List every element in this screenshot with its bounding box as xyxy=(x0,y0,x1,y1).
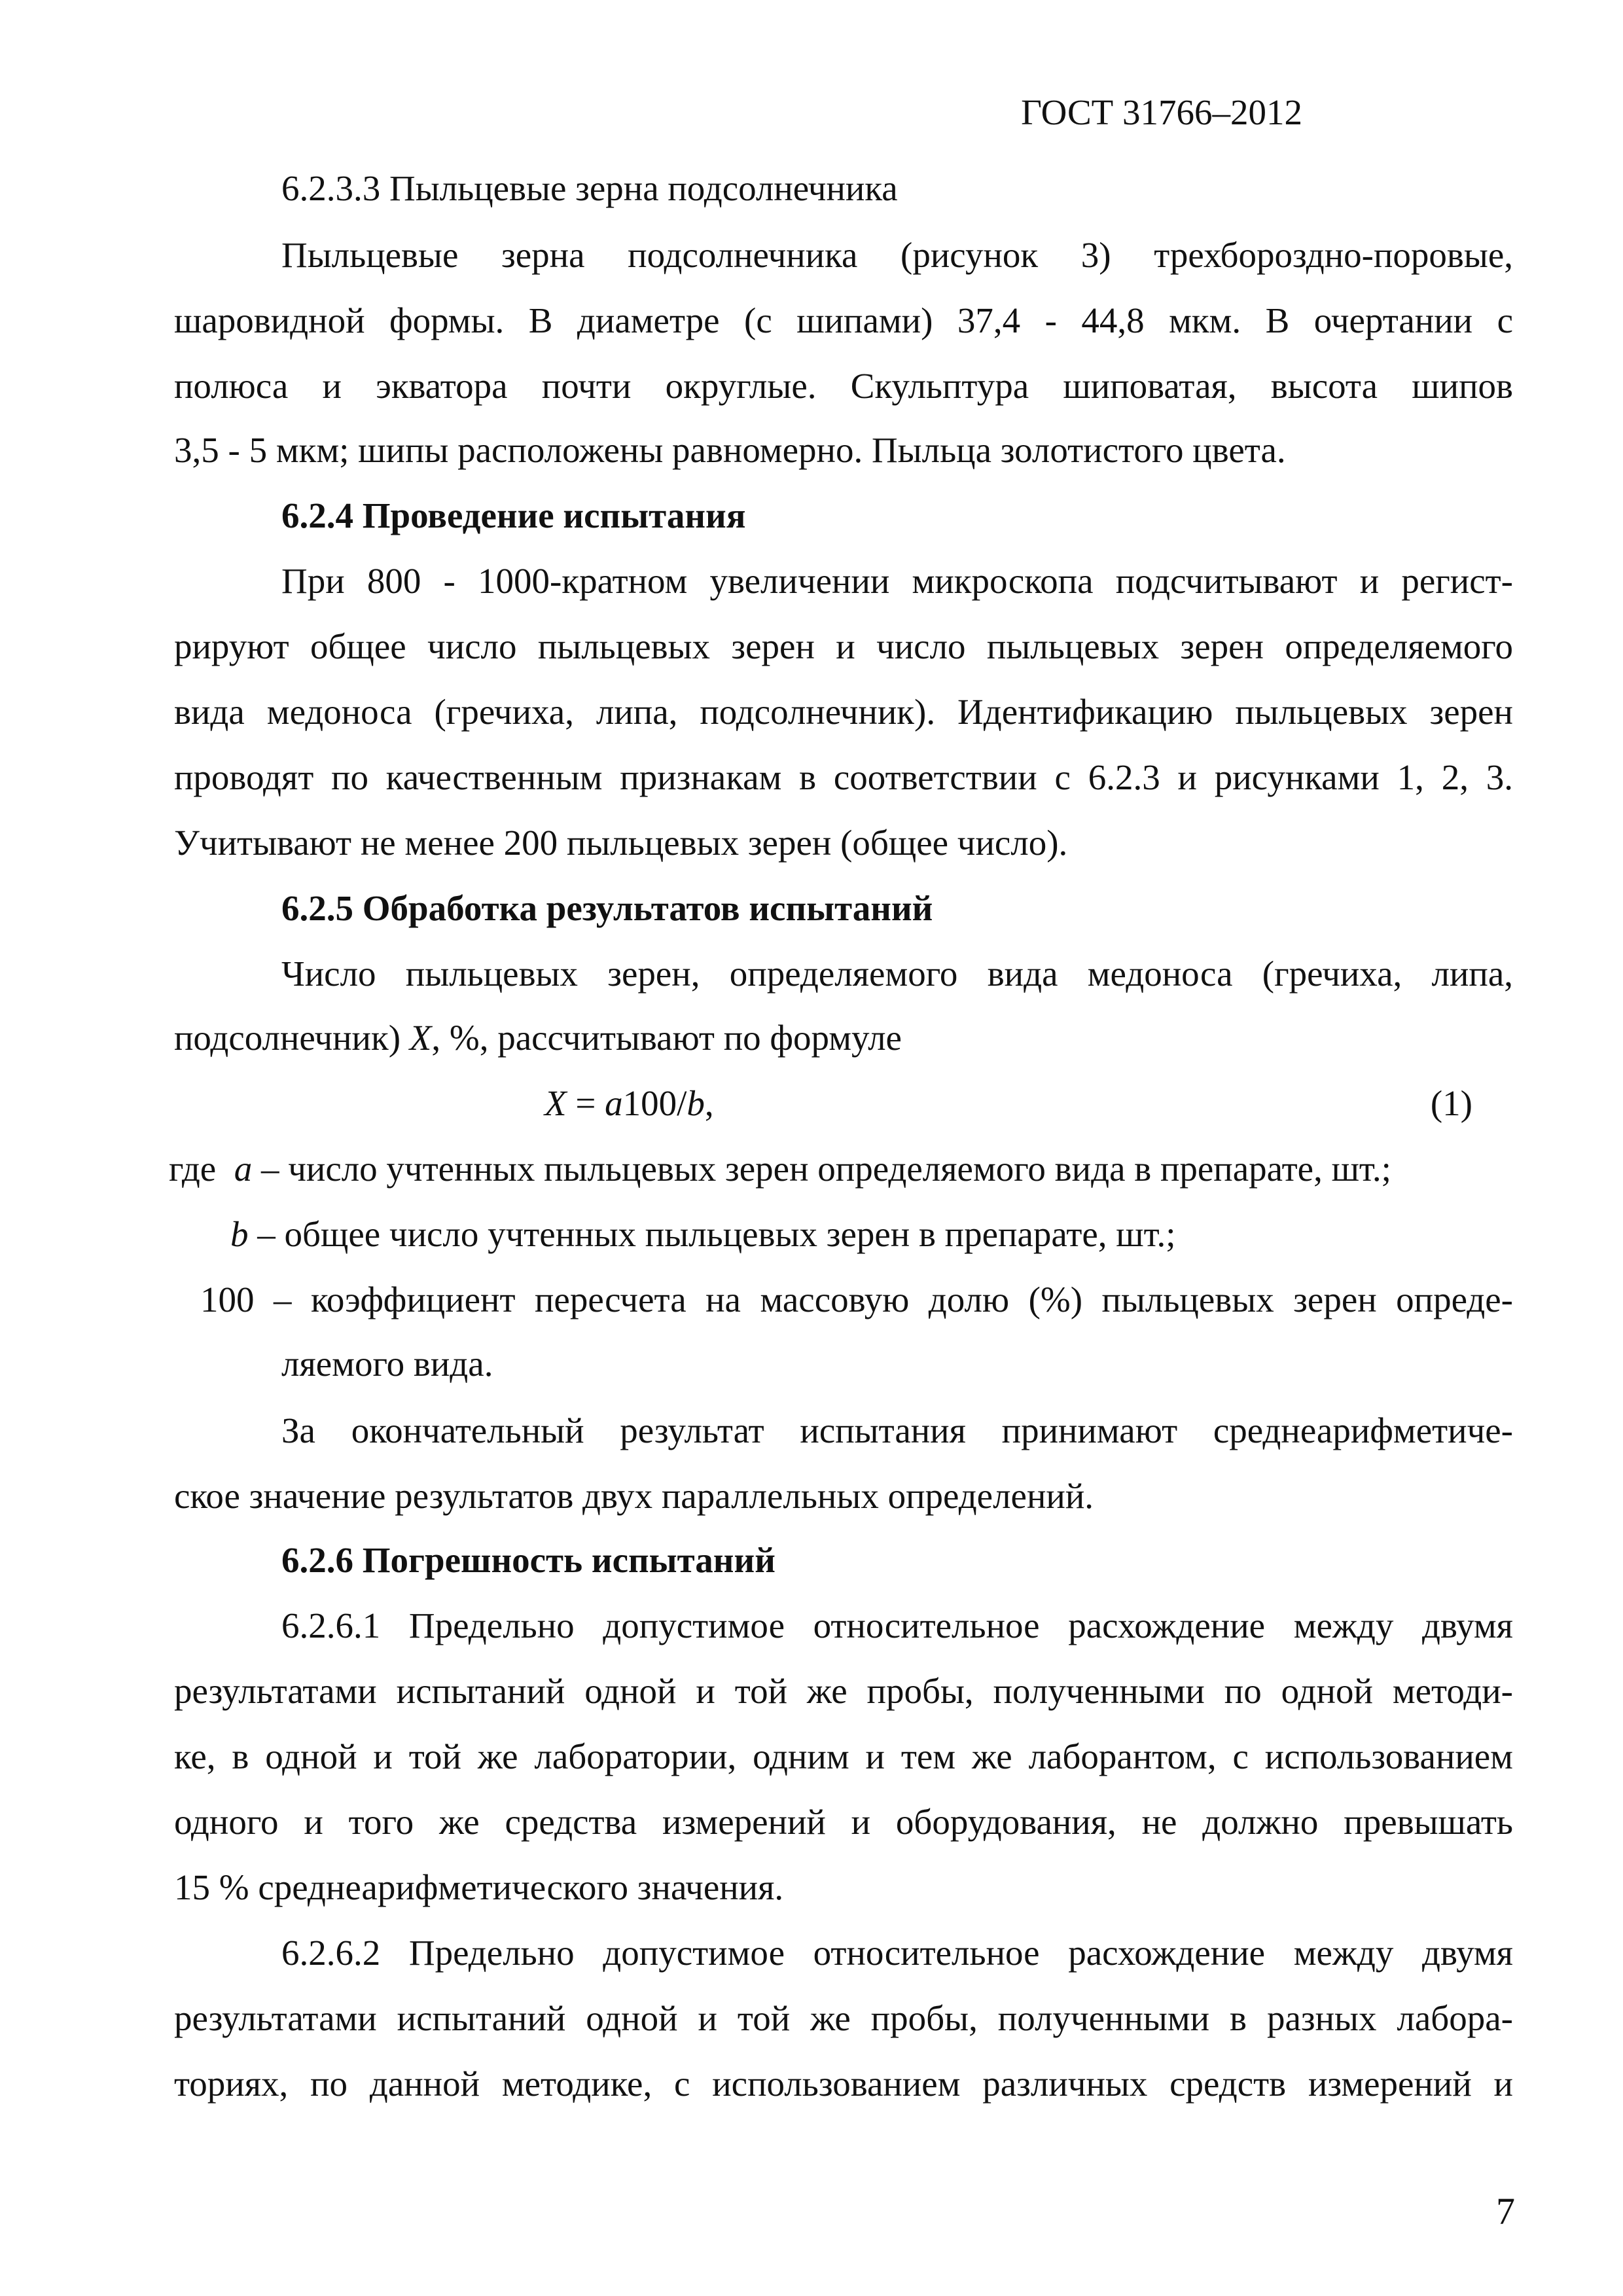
paragraph-line: шаровидной формы. В диаметре (с шипами) 37,4 - 44,8 мкм. В очертании с xyxy=(174,300,1513,340)
where-b: b – общее число учтенных пыльцевых зерен в препарате, шт.; xyxy=(230,1214,1176,1254)
paragraph-line: рируют общее число пыльцевых зерен и число пыльцевых зерен определяемого xyxy=(174,626,1513,666)
paragraph-line: проводят по качественным признакам в соответствии с 6.2.3 и рисунками 1, 2, 3. xyxy=(174,757,1513,797)
document-header: ГОСТ 31766–2012 xyxy=(1021,92,1302,132)
paragraph-line: ке, в одной и той же лаборатории, одним и тем же лаборантом, с использованием xyxy=(174,1736,1513,1776)
paragraph-line: 6.2.6.2 Предельно допустимое относительное расхождение между двумя xyxy=(281,1933,1513,1973)
subsection-title-6233: 6.2.3.3 Пыльцевые зерна подсолнечника xyxy=(281,168,898,208)
paragraph-line: вида медоноса (гречиха, липа, подсолнечник). Идентификацию пыльцевых зерен xyxy=(174,692,1513,732)
formula: X = a100/b, xyxy=(544,1083,714,1123)
paragraph-line: Пыльцевые зерна подсолнечника (рисунок 3) трехбороздно-поровые, xyxy=(281,235,1513,275)
paragraph-line: одного и того же средства измерений и оборудования, не должно превышать xyxy=(174,1802,1513,1842)
paragraph-line: Учитывают не менее 200 пыльцевых зерен (общее число). xyxy=(174,823,1068,863)
section-title-624: 6.2.4 Проведение испытания xyxy=(281,495,746,535)
where-100-cont: ляемого вида. xyxy=(281,1344,493,1384)
where-a: где a – число учтенных пыльцевых зерен определяемого вида в препарате, шт.; xyxy=(169,1149,1391,1189)
paragraph-line: подсолнечник) X, %, рассчитывают по формуле xyxy=(174,1018,902,1058)
paragraph-line: Число пыльцевых зерен, определяемого вида медоноса (гречиха, липа, xyxy=(281,954,1513,994)
paragraph-line: При 800 - 1000-кратном увеличении микроскопа подсчитывают и регист- xyxy=(281,561,1513,601)
variable-x: X xyxy=(409,1018,432,1058)
paragraph-line: 6.2.6.1 Предельно допустимое относительное расхождение между двумя xyxy=(281,1605,1513,1645)
paragraph-line: 3,5 - 5 мкм; шипы расположены равномерно. Пыльца золотистого цвета. xyxy=(174,430,1286,470)
paragraph-line: 15 % среднеарифметического значения. xyxy=(174,1867,784,1907)
paragraph-line: ториях, по данной методике, с использованием различных средств измерений и xyxy=(174,2064,1513,2104)
paragraph-line: ское значение результатов двух параллельных определений. xyxy=(174,1476,1094,1516)
section-title-626: 6.2.6 Погрешность испытаний xyxy=(281,1540,776,1580)
formula-number: (1) xyxy=(1430,1083,1472,1123)
paragraph-line: За окончательный результат испытания принимают среднеарифметиче- xyxy=(281,1410,1513,1450)
page-number: 7 xyxy=(1496,2190,1515,2233)
paragraph-line: полюса и экватора почти округлые. Скульптура шиповатая, высота шипов xyxy=(174,366,1513,406)
paragraph-line: результатами испытаний одной и той же пробы, полученными по одной методи- xyxy=(174,1671,1513,1711)
section-title-625: 6.2.5 Обработка результатов испытаний xyxy=(281,888,933,928)
where-100: 100 – коэффициент пересчета на массовую долю (%) пыльцевых зерен опреде- xyxy=(200,1280,1513,1319)
paragraph-line: результатами испытаний одной и той же пробы, полученными в разных лабора- xyxy=(174,1998,1513,2038)
